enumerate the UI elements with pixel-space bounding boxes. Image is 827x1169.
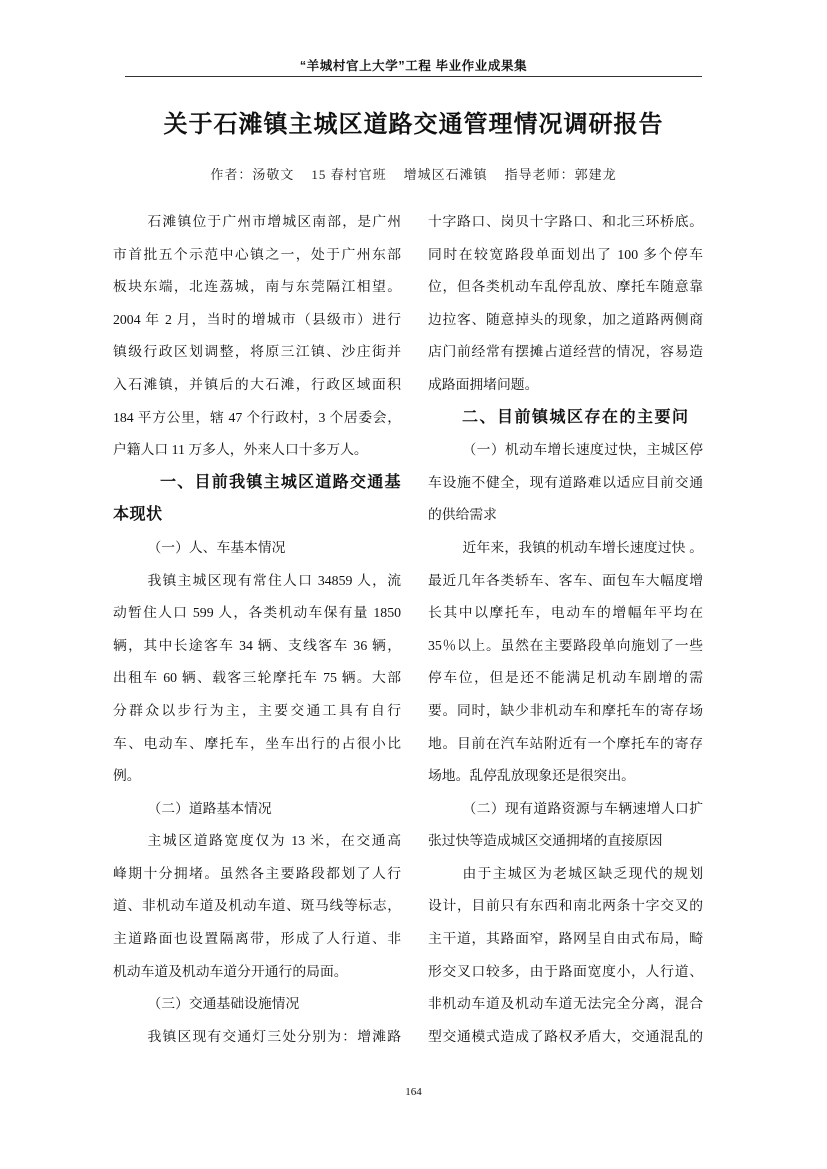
header-rule [125,76,702,77]
section-heading-line: 本现状 [113,506,163,524]
paragraph-line: 出租车 60 辆、载客三轮摩托车 75 辆。大部 [113,670,401,686]
paragraph-line: 位，但各类机动车乱停乱放、摩托车随意靠 [428,279,703,295]
paragraph-line: 板块东端，北连荔城，南与东莞隔江相望。 [113,279,401,295]
subsection-heading-line: 车设施不健全，现有道路难以适应目前交通 [428,474,703,490]
paragraph-line: 由于主城区为老城区缺乏现代的规划 [462,865,703,881]
paragraph-line: 辆，其中长途客车 34 辆、支线客车 36 辆， [113,637,401,653]
section-heading-line: 一、目前我镇主城区道路交通基 [160,473,401,491]
paragraph-line: 设计，目前只有东西和南北两条十字交叉的 [428,898,703,914]
paragraph-line: 店门前经常有摆摊占道经营的情况，容易造 [428,344,703,360]
paragraph [113,206,401,467]
paragraph-line: 镇级行政区划调整，将原三江镇、沙庄街并 [113,344,401,360]
subsection-heading [428,434,703,532]
paragraph [113,1021,401,1054]
paragraph-line: 十字路口、岗贝十字路口、和北三环桥底。 [428,214,703,229]
subsection-heading [113,532,401,565]
paragraph-line: 形交叉口较多，由于路面宽度小，人行道、 [428,963,703,979]
paragraph-line: 型交通模式造成了路权矛盾大，交通混乱的 [428,1028,703,1044]
paragraph-line: 场地。乱停乱放现象还是很突出。 [428,768,635,784]
running-header: “羊城村官上大学”工程 毕业作业成果集 [299,59,528,73]
page-number: 164 [405,1086,422,1098]
section-heading [113,467,401,532]
byline-author: 作者：汤敬文 [210,167,295,182]
paragraph-line: 入石滩镇，并镇后的大石滩，行政区域面积 [113,376,401,392]
byline [0,165,827,185]
paragraph-line: 停车位，但是还不能满足机动车剧增的需 [428,670,703,686]
paragraph-line: 184 平方公里，辖 47 个行政村，3 个居委会， [113,409,401,425]
paragraph-line: 我镇区现有交通灯三处分别为：增滩路 [147,1028,401,1044]
paragraph-line: 峰期十分拥堵。虽然各主要路段都划了人行 [113,865,401,881]
subsection-heading-line: （二）道路基本情况 [147,800,272,816]
paragraph [428,858,703,1054]
paragraph-line: 车、电动车、摩托车，坐车出行的占很小比 [113,735,401,751]
section-heading-line: 二、目前镇城区存在的主要问 [462,408,690,426]
paragraph-line: 分群众以步行为主，主要交通工具有自行 [113,702,401,718]
subsection-heading-line: （一）人、车基本情况 [147,539,286,555]
paragraph-line: 边拉客、随意掉头的现象，加之道路两侧商 [428,311,703,327]
paragraph-line: 我镇主城区现有常住人口 34859 人，流 [147,572,401,588]
subsection-heading-line: 的供给需求 [428,507,497,523]
paragraph-line: 近年来，我镇的机动车增长速度过快 。 [462,539,703,555]
paragraph-line: 成路面拥堵问题。 [428,376,539,392]
paragraph [113,825,401,988]
subsection-heading [428,793,703,858]
paragraph-line: 要。同时，缺少非机动车和摩托车的寄存场 [428,702,703,718]
paragraph-line: 市首批五个示范中心镇之一，处于广州东部 [113,246,401,262]
paragraph-line: 35％以上。虽然在主要路段单向施划了一些 [428,637,703,653]
subsection-heading-line: （一）机动车增长速度过快，主城区停 [462,442,703,458]
paragraph-line: 最近几年各类轿车、客车、面包车大幅度增 [428,572,703,588]
paragraph-line: 同时在较宽路段单面划出了 100 多个停车 [428,246,703,262]
paragraph-line: 主干道，其路面窄，路网呈自由式布局，畸 [428,931,703,947]
byline-advisor: 指导老师：郭建龙 [504,167,617,182]
paragraph [428,532,703,793]
page-title: 关于石滩镇主城区道路交通管理情况调研报告 [163,111,664,138]
paragraph-line: 2004 年 2 月，当时的增城市（县级市）进行 [113,311,401,327]
byline-town: 增城区石滩镇 [403,167,488,182]
paragraph-line: 机动车道及机动车道分开通行的局面。 [113,963,348,979]
paragraph-line: 长其中以摩托车，电动车的增幅年平均在 [428,605,703,621]
section-heading [428,402,703,435]
paragraph-line: 例。 [113,768,141,784]
subsection-heading [113,988,401,1021]
paragraph-line: 主城区道路宽度仅为 13 米，在交通高 [147,833,401,849]
paragraph [113,565,401,793]
paragraph-line: 动暂住人口 599 人，各类机动车保有量 1850 [113,605,401,621]
paragraph-line: 主道路面也设置隔离带，形成了人行道、非 [113,931,401,947]
left-column [113,206,401,1053]
subsection-heading-line: （二）现有道路资源与车辆速增人口扩 [462,800,703,816]
subsection-heading [113,793,401,826]
subsection-heading-line: 张过快等造成城区交通拥堵的直接原因 [428,833,663,849]
paragraph-line: 石滩镇位于广州市增城区南部，是广州 [147,214,401,229]
paragraph-line: 非机动车道及机动车道无法完全分离，混合 [428,996,703,1012]
paragraph-line: 户籍人口 11 万多人，外来人口十多万人。 [113,442,368,458]
byline-class: 15 春村官班 [311,167,387,182]
subsection-heading-line: （三）交通基础设施情况 [147,996,300,1012]
paragraph-line: 地。目前在汽车站附近有一个摩托车的寄存 [428,735,703,751]
right-column [428,206,703,1053]
paragraph-line: 道、非机动车道及机动车道、斑马线等标志， [113,898,401,914]
paragraph [428,206,703,402]
